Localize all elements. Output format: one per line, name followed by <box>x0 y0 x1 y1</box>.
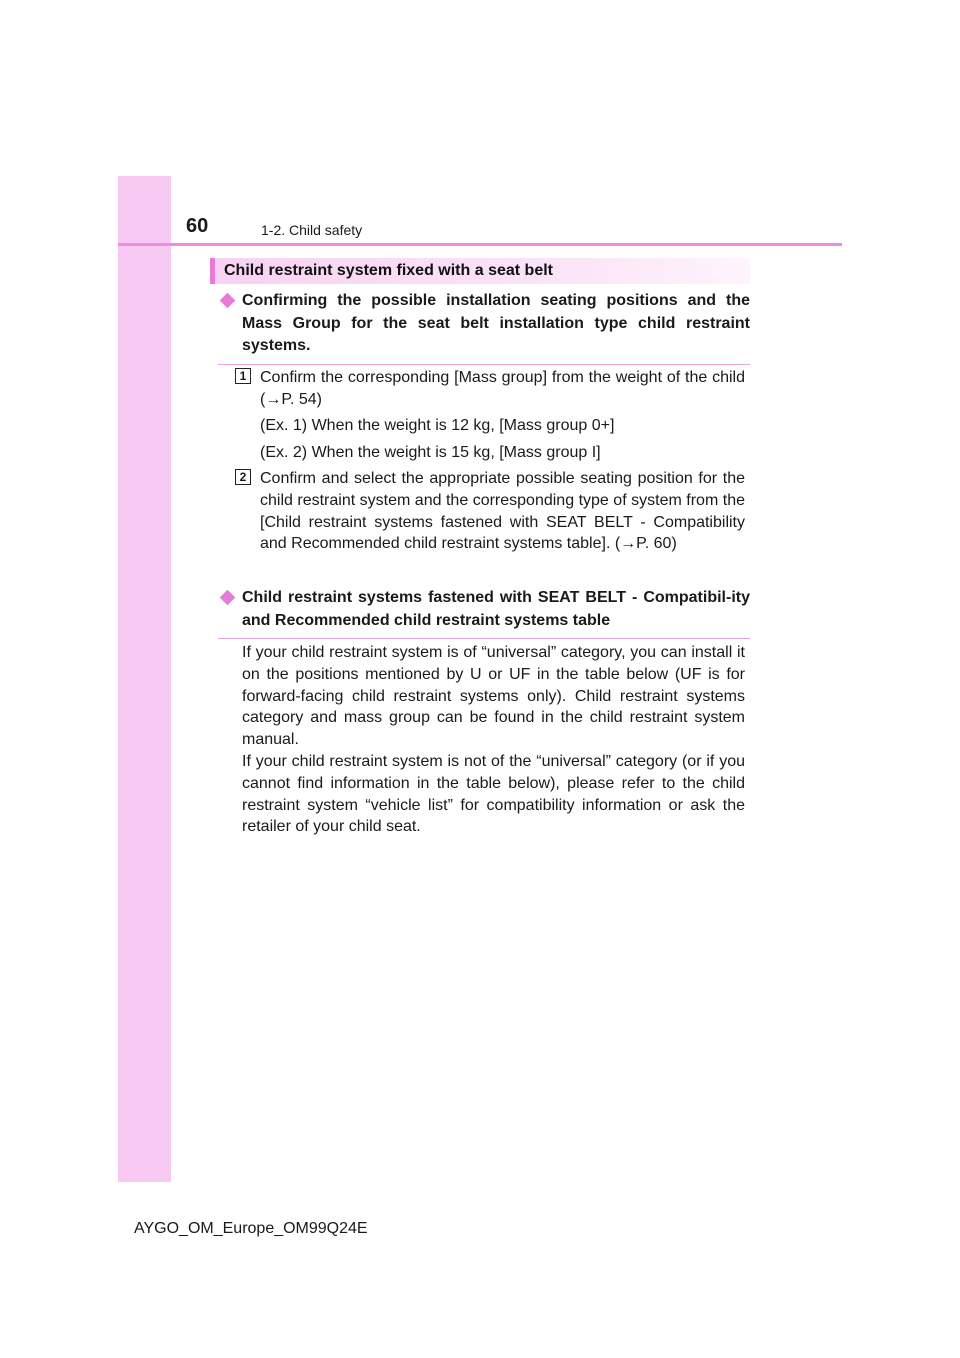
subheading-text: Confirming the possible installation seating positions and the Mass Group for the seat belt installation type child restraint systems. <box>242 292 750 354</box>
subheading-rule <box>218 364 750 365</box>
example-1: (Ex. 1) When the weight is 12 kg, [Mass group 0+] <box>260 417 615 434</box>
page-number: 60 <box>186 215 209 237</box>
subheading-text: Child restraint systems fastened with SEAT BELT - Compatibil-ity and Recommended child restraint systems table <box>242 589 750 629</box>
step-text-2: Confirm and select the appropriate possible seating position for the child restraint system and the corresponding type of system from the [Child restraint systems fastened with SEAT BELT - Compatibility and Recommended child restraint systems table]. (→P. 60) <box>260 470 745 553</box>
box-heading <box>210 258 750 284</box>
header-rule <box>118 243 842 246</box>
diamond-bullet-icon <box>220 590 236 606</box>
section-title: 1-2. Child safety <box>261 222 363 238</box>
paragraph-not-universal: If your child restraint system is not of the “universal” category (or if you cannot find information in the table below), please refer to the child restraint system “vehicle list” for compatibility information or ask the retailer of your child seat. <box>242 752 745 836</box>
step-number-1: 1 <box>235 368 251 384</box>
body-text <box>242 642 745 838</box>
subheading-compatibility-table <box>218 587 750 632</box>
step-text-1: Confirm the corresponding [Mass group] from the weight of the child (→P. 54) <box>260 369 745 408</box>
box-heading-label: Child restraint system fixed with a seat belt <box>224 262 553 279</box>
diamond-bullet-icon <box>220 293 236 309</box>
example-2: (Ex. 2) When the weight is 15 kg, [Mass group I] <box>260 444 601 461</box>
paragraph-universal: If your child restraint system is of “universal” category, you can install it on the positions mentioned by U or UF in the table below (UF is for forward-facing child restraint systems only). Child restraint systems category and mass group can be found in the child restraint system manual. <box>242 644 745 749</box>
subheading-installation-positions <box>218 290 750 358</box>
subheading-rule <box>218 638 750 639</box>
step-number-2: 2 <box>235 469 251 485</box>
footer-document-code: AYGO_OM_Europe_OM99Q24E <box>134 1220 368 1237</box>
side-color-band <box>118 176 171 1182</box>
